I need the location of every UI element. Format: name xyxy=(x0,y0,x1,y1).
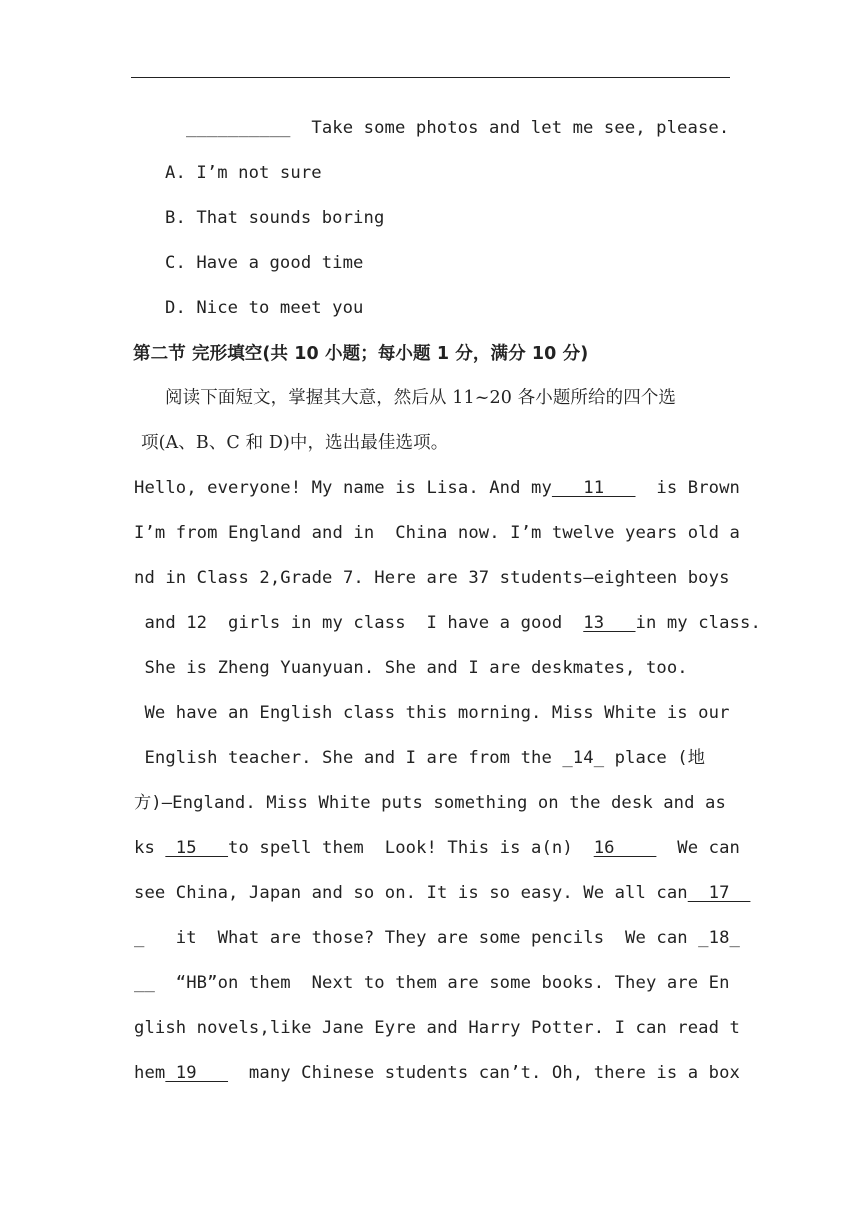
passage-line-14 xyxy=(134,1061,740,1085)
passage-line-1 xyxy=(134,476,740,500)
option-d[interactable]: D. Nice to meet you xyxy=(165,298,364,318)
option-a[interactable]: A. I’m not sure xyxy=(165,163,322,183)
passage-text: We can xyxy=(656,838,740,858)
blank-19[interactable]: 19 xyxy=(165,1063,229,1083)
passage-line-4 xyxy=(134,611,761,635)
option-c[interactable]: C. Have a good time xyxy=(165,253,364,273)
blank-16[interactable]: 16 xyxy=(593,838,657,858)
instruction-line-2: 项(A、B、C 和 D)中，选出最佳选项。 xyxy=(141,433,449,453)
blank-13[interactable]: 13 xyxy=(583,613,636,633)
passage-text: ks xyxy=(134,838,166,858)
passage-line-11: _ it What are those? They are some pencils We can _18_ xyxy=(134,928,740,948)
passage-line-8: 方)—England. Miss White puts something on the desk and as xyxy=(134,793,726,813)
passage-text: to spell them Look! This is a(n) xyxy=(228,838,594,858)
passage-text: many Chinese students can’t. Oh, there is a box xyxy=(228,1063,740,1083)
option-b[interactable]: B. That sounds boring xyxy=(165,208,385,228)
passage-line-2: I’m from England and in China now. I’m twelve years old a xyxy=(134,523,740,543)
passage-line-3: nd in Class 2,Grade 7. Here are 37 students—eighteen boys xyxy=(134,568,730,588)
blank-17[interactable]: 17 xyxy=(687,883,751,903)
passage-text: in my class. xyxy=(635,613,761,633)
passage-text: and 12 girls in my class I have a good xyxy=(134,613,584,633)
passage-line-5: She is Zheng Yuanyuan. She and I are deskmates, too. xyxy=(134,658,688,678)
passage-text: see China, Japan and so on. It is so easy. We all can xyxy=(134,883,688,903)
instruction-line-1: 阅读下面短文，掌握其大意，然后从 11~20 各小题所给的四个选 xyxy=(165,388,677,408)
question-stem: Take some photos and let me see, please. xyxy=(311,118,730,138)
blank-11[interactable]: 11 xyxy=(551,478,636,498)
passage-line-10 xyxy=(134,881,750,905)
passage-text: Hello, everyone! My name is Lisa. And my xyxy=(134,478,552,498)
question-stem-line xyxy=(186,116,729,140)
section-title: 第二节 完形填空(共 10 小题；每小题 1 分，满分 10 分) xyxy=(133,344,589,364)
passage-line-6: We have an English class this morning. Miss White is our xyxy=(134,703,730,723)
passage-line-12: __ “HB”on them Next to them are some books. They are En xyxy=(134,973,730,993)
header-rule xyxy=(131,77,730,78)
passage-line-13: glish novels,like Jane Eyre and Harry Potter. I can read t xyxy=(134,1018,740,1038)
passage-line-9 xyxy=(134,836,740,860)
answer-blank[interactable]: __________ xyxy=(186,118,291,138)
blank-15[interactable]: 15 xyxy=(165,838,229,858)
passage-line-7: English teacher. She and I are from the _14_ place (地 xyxy=(134,748,706,768)
passage-text: hem xyxy=(134,1063,166,1083)
passage-text: is Brown xyxy=(635,478,740,498)
